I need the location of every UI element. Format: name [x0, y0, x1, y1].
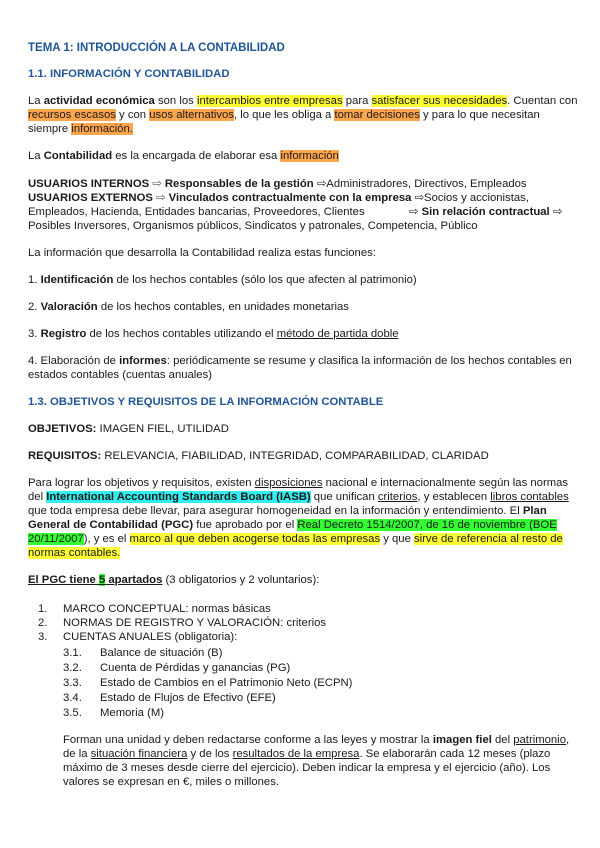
sublist-item: Memoria (M) — [100, 707, 165, 719]
paragraph-line: La Contabilidad es la encargada de elaborar esa información — [28, 150, 339, 162]
paragraph-line: recursos escasos y con usos alternativos, lo que les obliga a tomar decisiones y para lo que necesitan — [28, 109, 540, 121]
paragraph-line: de la situación financiera y de los resultados de la empresa. Se elaborarán cada 12 meses (plazo — [63, 748, 551, 760]
list-item: CUENTAS ANUALES (obligatoria): — [63, 631, 238, 643]
paragraph-line: La actividad económica son los intercambios entre empresas para satisfacer sus necesidades. Cuentan con — [28, 95, 578, 107]
list-item-number: 1. — [38, 603, 48, 615]
function-item: 1. Identificación de los hechos contables (sólo los que afecten al patrimonio) — [28, 274, 417, 286]
sublist-item: Estado de Flujos de Efectivo (EFE) — [100, 692, 276, 704]
paragraph-line: Para lograr los objetivos y requisitos, existen disposiciones nacional e internacionalmente según las normas — [28, 477, 569, 489]
sublist-item: Cuenta de Pérdidas y ganancias (PG) — [100, 662, 291, 674]
function-item: 2. Valoración de los hechos contables, en unidades monetarias — [28, 301, 349, 313]
section-heading-1-1: 1.1. INFORMACIÓN Y CONTABILIDAD — [28, 68, 230, 80]
objetivos-line: OBJETIVOS: IMAGEN FIEL, UTILIDAD — [28, 423, 229, 435]
list-item-number: 3. — [38, 631, 48, 643]
sublist-number: 3.2. — [63, 662, 82, 674]
page-title: TEMA 1: INTRODUCCIÓN A LA CONTABILIDAD — [28, 42, 285, 54]
list-item-number: 2. — [38, 617, 48, 629]
list-item: MARCO CONCEPTUAL: normas básicas — [63, 603, 271, 615]
paragraph-line: máximo de 3 meses desde cierre del ejercicio). Deben indicar la empresa y el ejercicio (año). Los — [63, 762, 551, 774]
users-no-contract: ⇨ Sin relación contractual ⇨ — [409, 206, 563, 218]
pgc-heading: El PGC tiene 5 apartados (3 obligatorios y 2 voluntarios): — [28, 574, 320, 586]
paragraph-line: que toda empresa debe llevar, para asegurar homogeneidad en la información y entendimiento. El Plan — [28, 505, 547, 517]
paragraph-line: valores se expresan en €, miles o millones. — [63, 776, 279, 788]
list-item: NORMAS DE REGISTRO Y VALORACIÓN: criterios — [63, 617, 327, 629]
function-item: 3. Registro de los hechos contables utilizando el método de partida doble — [28, 328, 399, 340]
sublist-number: 3.1. — [63, 647, 82, 659]
section-heading-1-3: 1.3. OBJETIVOS Y REQUISITOS DE LA INFORMACIÓN CONTABLE — [28, 396, 384, 408]
users-external: USUARIOS EXTERNOS ⇨ Vinculados contractualmente con la empresa ⇨Socios y accionistas, — [28, 192, 529, 204]
sublist-number: 3.3. — [63, 677, 82, 689]
requisitos-line: REQUISITOS: RELEVANCIA, FIABILIDAD, INTEGRIDAD, COMPARABILIDAD, CLARIDAD — [28, 450, 489, 462]
function-item-cont: estados contables (cuentas anuales) — [28, 369, 213, 381]
functions-intro: La información que desarrolla la Contabilidad realiza estas funciones: — [28, 247, 376, 259]
users-no-contract-list: Posibles Inversores, Organismos públicos, Sindicatos y patronales, Competencia, Público — [28, 220, 478, 232]
paragraph-line: 20/11/2007), y es el marco al que deben acogerse todas las empresas y que sirve de referencia al resto de — [28, 533, 563, 545]
users-external-list: Empleados, Hacienda, Entidades bancarias, Proveedores, Clientes — [28, 206, 365, 218]
paragraph-line: siempre información. — [28, 123, 133, 135]
paragraph-line: del International Accounting Standards Board (IASB) que unifican criterios, y establecen libros contables — [28, 491, 569, 503]
sublist-item: Balance de situación (B) — [100, 647, 223, 659]
users-internal: USUARIOS INTERNOS ⇨ Responsables de la gestión ⇨Administradores, Directivos, Empleados — [28, 178, 527, 190]
function-item: 4. Elaboración de informes: periódicamente se resume y clasifica la información de los hechos contables en — [28, 355, 572, 367]
paragraph-line: normas contables. — [28, 547, 121, 559]
sublist-item: Estado de Cambios en el Patrimonio Neto (ECPN) — [100, 677, 353, 689]
sublist-number: 3.5. — [63, 707, 82, 719]
paragraph-line: Forman una unidad y deben redactarse conforme a las leyes y mostrar la imagen fiel del patrimonio, — [63, 734, 570, 746]
paragraph-line: General de Contabilidad (PGC) fue aprobado por el Real Decreto 1514/2007, de 16 de noviembre (BOE — [28, 519, 557, 531]
sublist-number: 3.4. — [63, 692, 82, 704]
